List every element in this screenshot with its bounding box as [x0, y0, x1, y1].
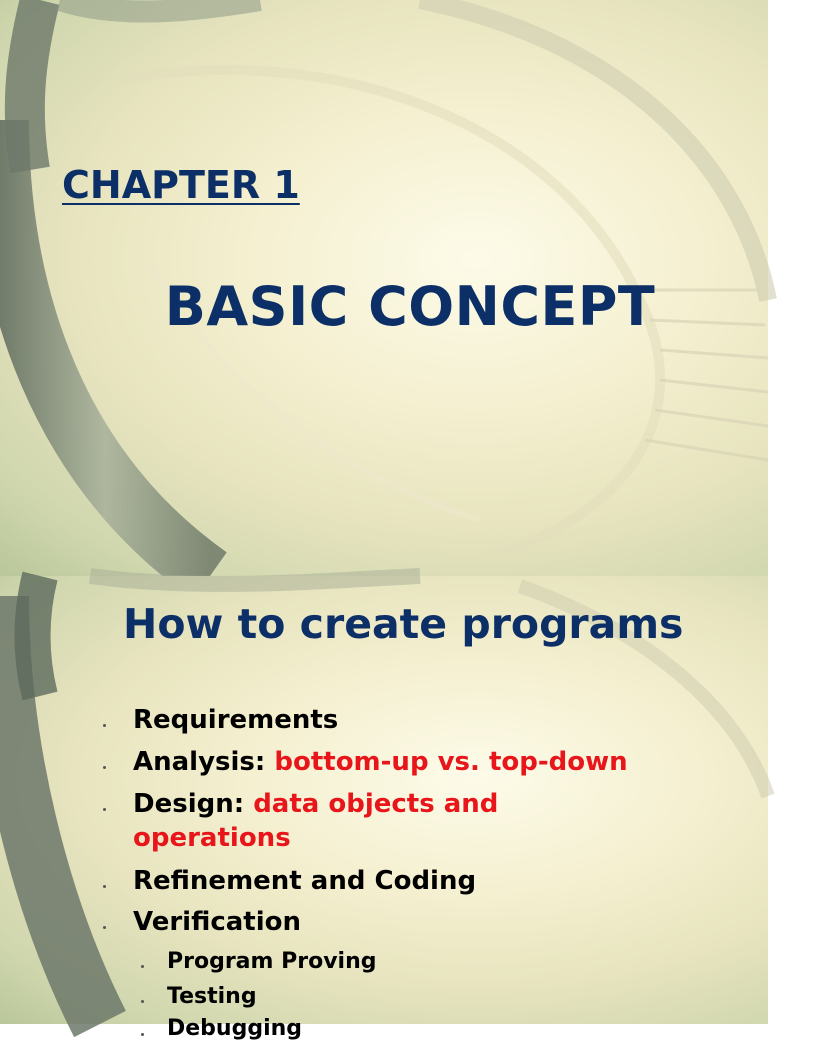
sub-list-item: Program Proving [167, 949, 377, 974]
list-item: Analysis: bottom-up vs. top-down [133, 747, 628, 777]
slide-2 [0, 576, 768, 1041]
bullet-icon [103, 808, 106, 811]
list-item: Design: data objects and [133, 789, 499, 819]
sub-list-item: Testing [167, 984, 257, 1009]
sub-bullet-icon [141, 1000, 144, 1003]
sub-list-item: Debugging [167, 1016, 303, 1041]
sub-bullet-icon [141, 1033, 144, 1036]
list-item-continuation: operations [133, 823, 291, 853]
slide-title: BASIC CONCEPT [164, 275, 656, 338]
list-item: Requirements [133, 705, 339, 735]
chapter-label: CHAPTER 1 [62, 163, 300, 207]
bullet-icon [103, 885, 106, 888]
list-item: Verification [133, 907, 302, 937]
bullet-icon [103, 926, 106, 929]
slide-title: How to create programs [123, 600, 684, 648]
bullet-icon [103, 766, 106, 769]
bullet-icon [103, 724, 106, 727]
list-item: Refinement and Coding [133, 866, 477, 896]
sub-bullet-icon [141, 965, 144, 968]
